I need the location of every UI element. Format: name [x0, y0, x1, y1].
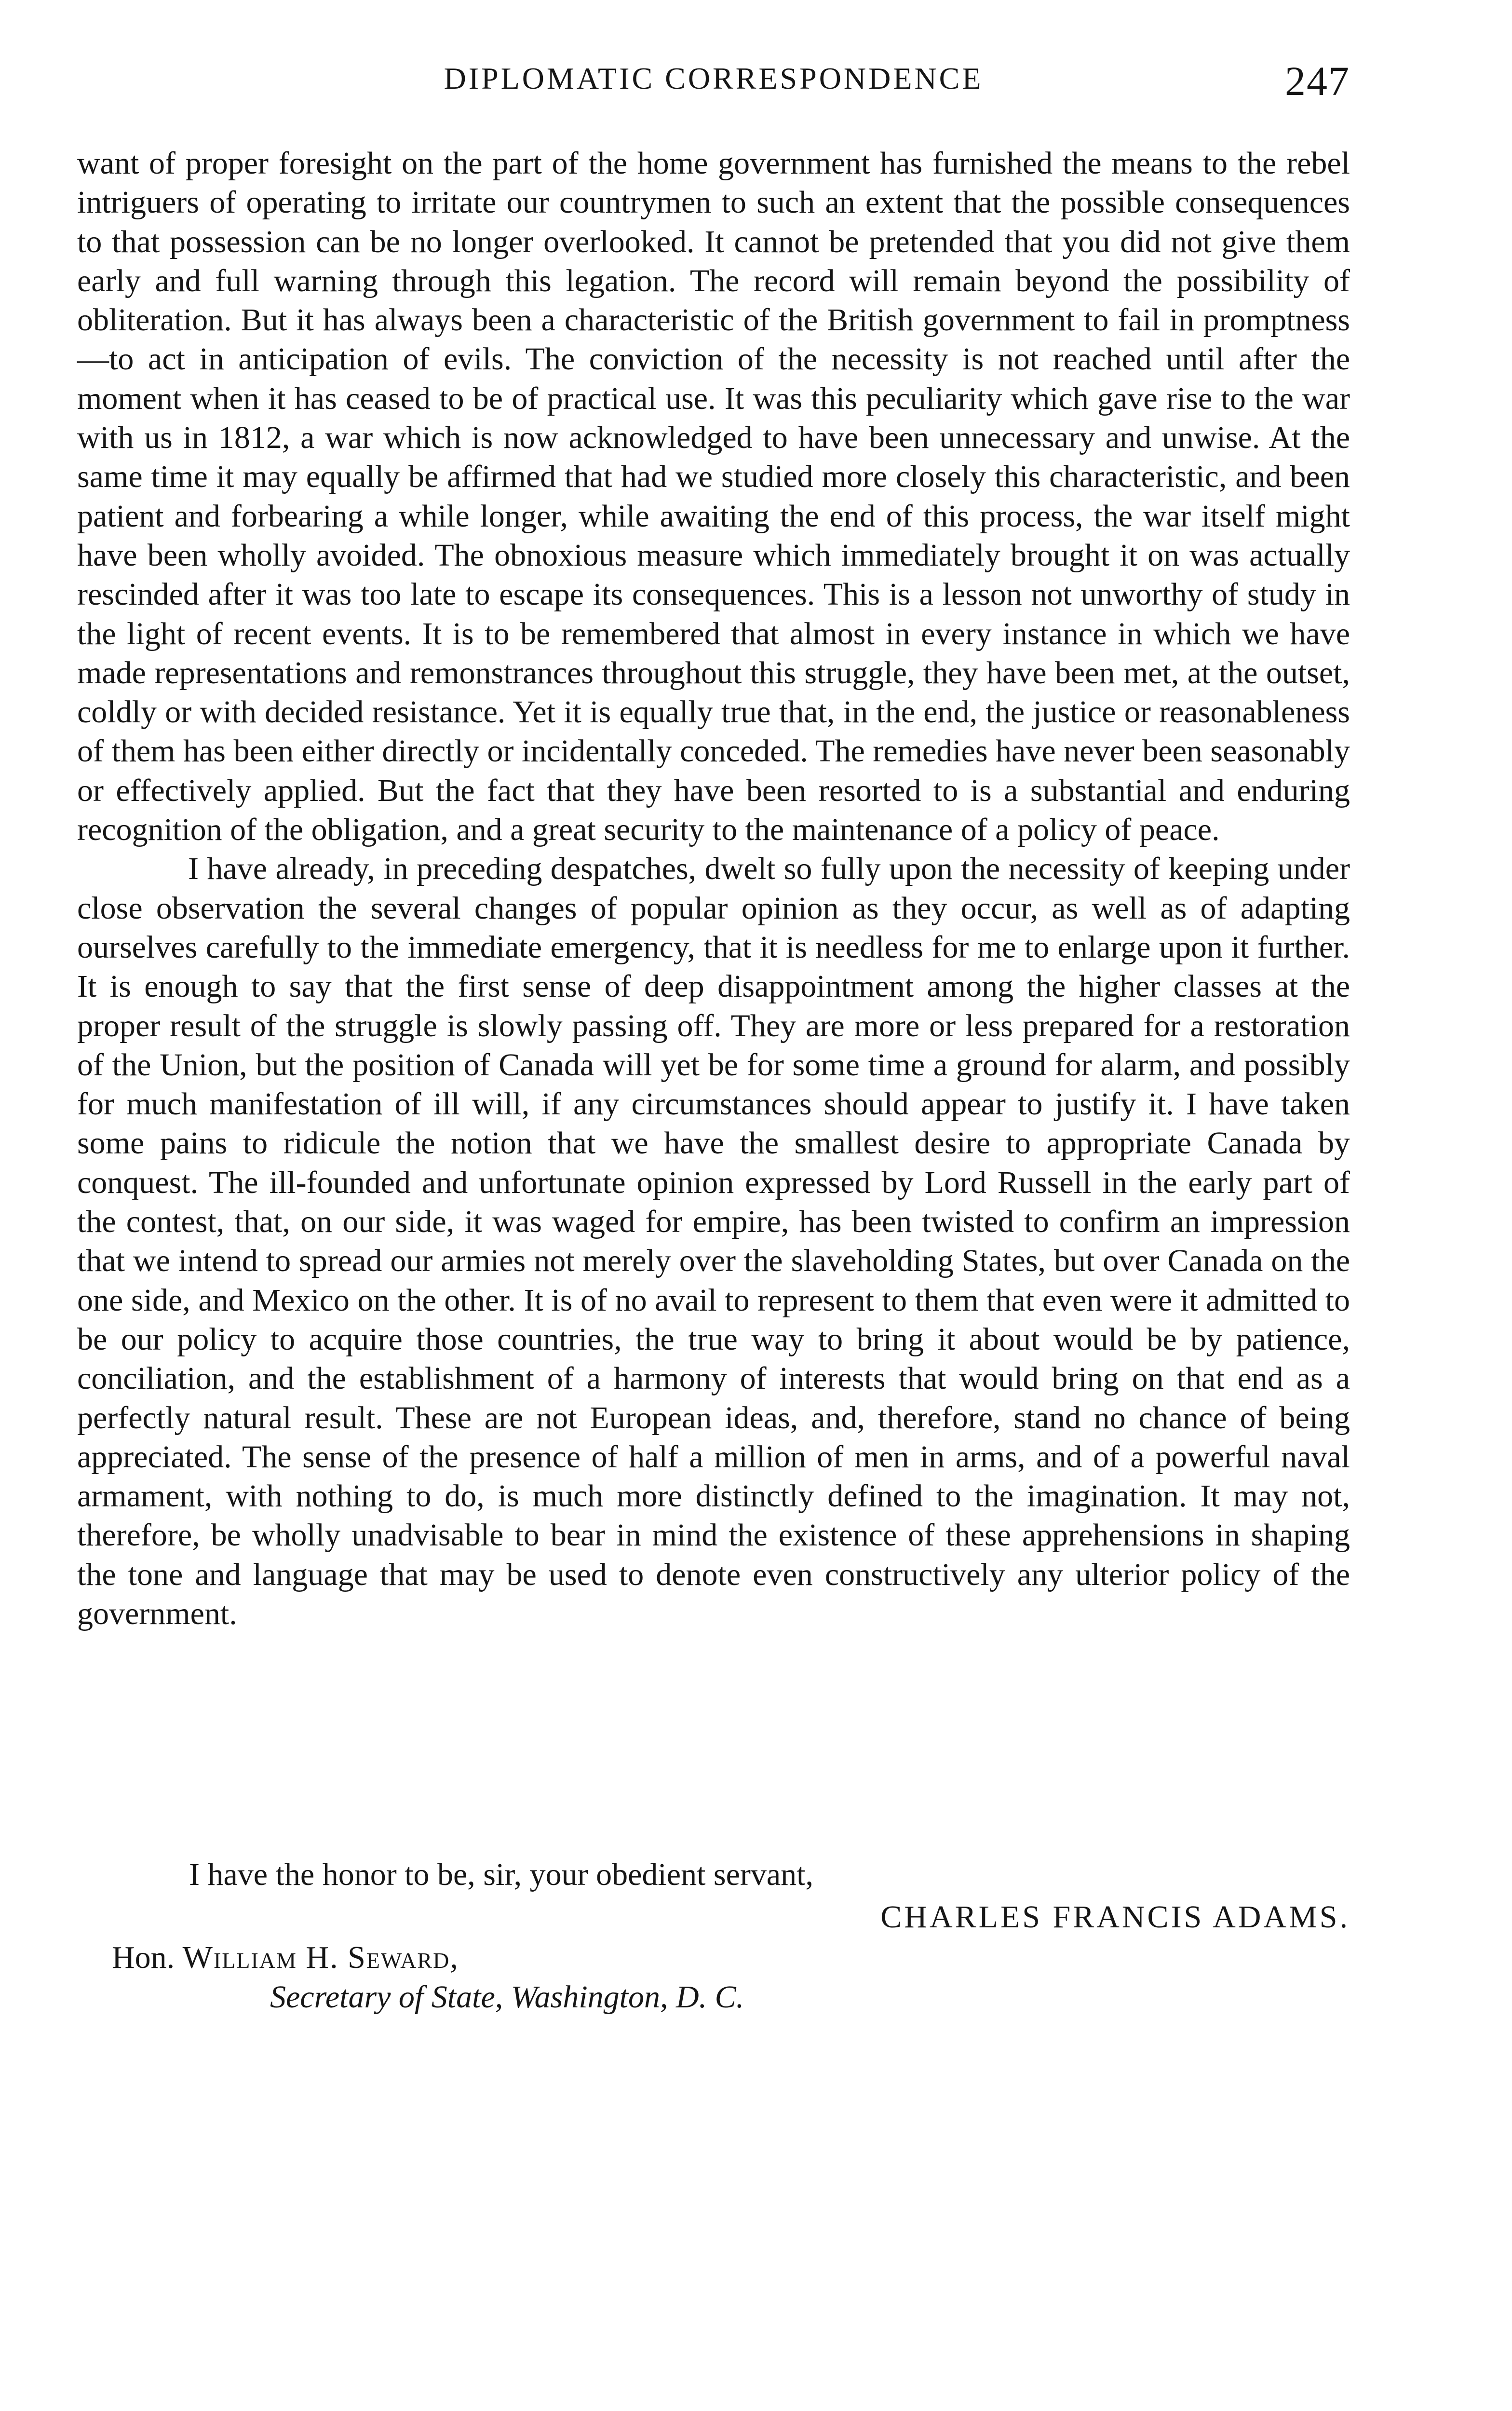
signature: CHARLES FRANCIS ADAMS.: [880, 1899, 1350, 1935]
addressee-title: Secretary of State, Washington, D. C.: [270, 1979, 744, 2015]
running-head: [77, 57, 1350, 110]
addressee-name: William H. Seward,: [182, 1940, 459, 1975]
addressee-line: [112, 1939, 459, 1976]
addressee-prefix: Hon.: [112, 1940, 175, 1975]
body-paragraph-1: want of proper foresight on the part of the home government has furnished the means to the rebel intriguers of operating to irritate our countrymen to such an extent that the possible consequences to that possession can be no longer overlooked. It cannot be pretended that you did not give them early and full warning through this legation. The record will remain beyond the possibility of obliteration. But it has always been a characteristic of the British government to fail in promptness—to act in anticipation of evils. The conviction of the necessity is not reached until after the moment when it has ceased to be of practical use. It was this peculiarity which gave rise to the war with us in 1812, a war which is now acknowledged to have been unnecessary and unwise. At the same time it may equally be affirmed that had we studied more closely this characteristic, and been patient and forbearing a while longer, while awaiting the end of this process, the war itself might have been wholly avoided. The obnoxious measure which immediately brought it on was actually rescinded after it was too late to escape its consequences. This is a lesson not unworthy of study in the light of recent events. It is to be remembered that almost in every instance in which we have made representations and remonstrances throughout this struggle, they have been met, at the outset, coldly or with decided resistance. Yet it is equally true that, in the end, the justice or reasonableness of them has been either directly or incidentally conceded. The remedies have never been seasonably or effectively applied. But the fact that they have been resorted to is a substantial and enduring recognition of the obligation, and a great security to the maintenance of a policy of peace.: [77, 146, 1350, 848]
page-number: 247: [1285, 58, 1350, 104]
letter-body: [77, 144, 1350, 1633]
body-paragraph-2: I have already, in preceding despatches, dwelt so fully upon the necessity of keeping under close observation the several changes of popular opinion as they occur, as well as of adapting ourselves carefully to the immediate emergency, that it is needless for me to enlarge upon it further. It is enough to say that the first sense of deep disappointment among the higher classes at the proper result of the struggle is slowly passing off. They are more or less prepared for a restoration of the Union, but the position of Canada will yet be for some time a ground for alarm, and possibly for much manifestation of ill will, if any circumstances should appear to justify it. I have taken some pains to ridicule the notion that we have the smallest desire to appropriate Canada by conquest. The ill-founded and unfortunate opinion expressed by Lord Russell in the early part of the contest, that, on our side, it was waged for empire, has been twisted to confirm an impression that we intend to spread our armies not merely over the slaveholding States, but over Canada on the one side, and Mexico on the other. It is of no avail to represent to them that even were it admitted to be our policy to acquire those countries, the true way to bring it about would be by patience, conciliation, and the establishment of a harmony of interests that would bring on that end as a perfectly natural result. These are not European ideas, and, therefore, stand no chance of being appreciated. The sense of the presence of half a million of men in arms, and of a powerful naval armament, with nothing to do, is much more distinctly defined to the imagination. It may not, therefore, be wholly unadvisable to bear in mind the existence of these apprehensions in shaping the tone and language that may be used to denote even constructively any ulterior policy of the government.: [77, 851, 1350, 1631]
complimentary-close: I have the honor to be, sir, your obedient servant,: [189, 1857, 813, 1892]
running-title: DIPLOMATIC CORRESPONDENCE: [444, 61, 984, 95]
